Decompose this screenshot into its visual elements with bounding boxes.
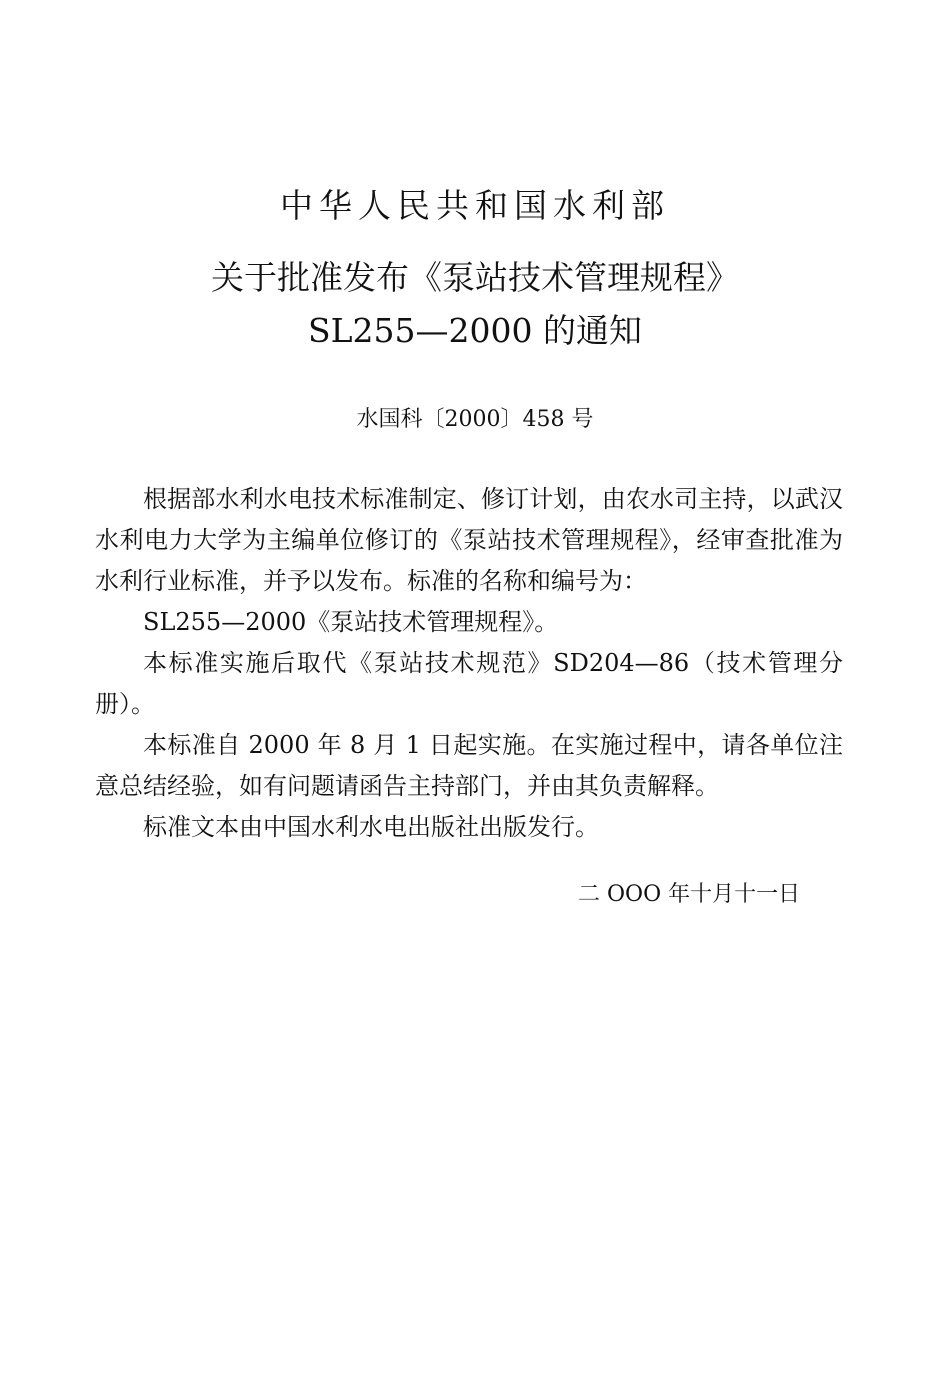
- paragraph-standard-id: SL255—2000《泵站技术管理规程》。: [143, 608, 559, 636]
- ministry-heading: 中华人民共和国水利部: [280, 186, 670, 225]
- notice-body: [95, 479, 843, 848]
- notice-title-line-2: SL255—2000 的通知: [308, 311, 642, 350]
- notice-title-line-1: 关于批准发布《泵站技术管理规程》: [211, 258, 739, 297]
- document-number: 水国科〔2000〕458 号: [356, 407, 594, 432]
- paragraph-approval: 根据部水利水电技术标准制定、修订计划，由农水司主持，以武汉水利电力大学为主编单位修订的《泵站技术管理规程》，经审查批准为水利行业标准，并予以发布。标准的名称和编号为：: [95, 485, 843, 595]
- paragraph-publisher: 标准文本由中国水利水电出版社出版发行。: [143, 813, 599, 841]
- issue-date: 二 OOO 年十月十一日: [578, 882, 801, 907]
- paragraph-replacement: 本标准实施后取代《泵站技术规范》SD204—86（技术管理分册）。: [95, 649, 843, 718]
- paragraph-effective-date: 本标准自 2000 年 8 月 1 日起实施。在实施过程中，请各单位注意总结经验，如有问题请函告主持部门，并由其负责解释。: [95, 731, 843, 800]
